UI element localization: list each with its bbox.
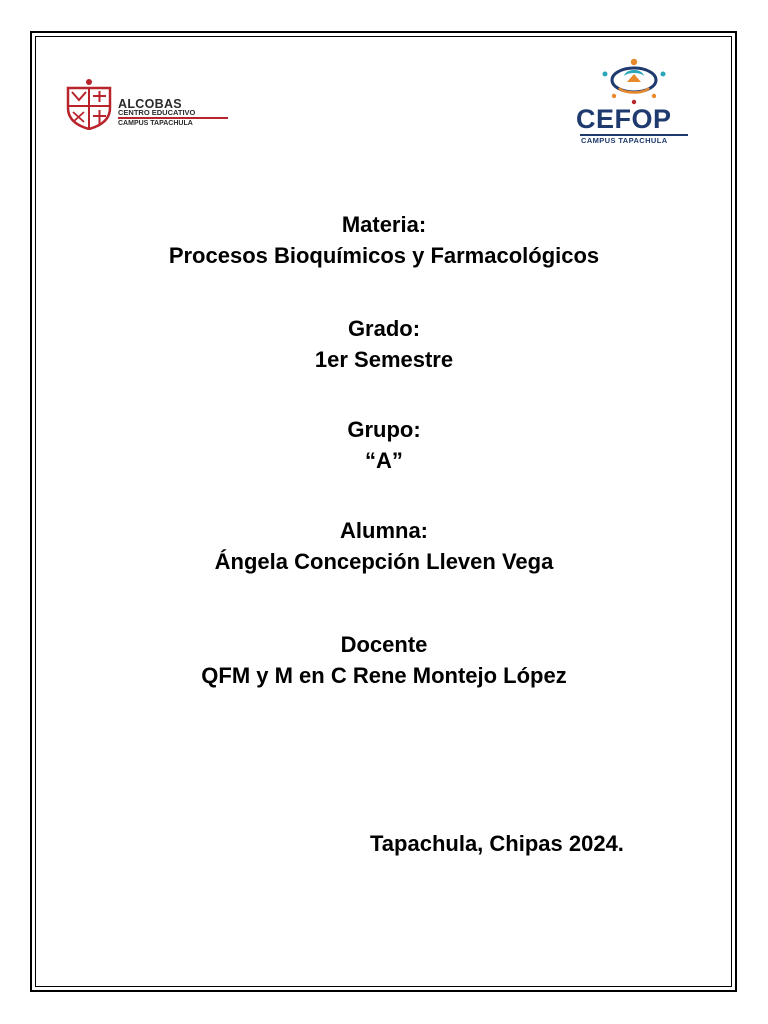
- alumna-label: Alumna:: [340, 518, 428, 543]
- section-grado: [36, 313, 732, 375]
- docente-value: QFM y M en C Rene Montejo López: [201, 663, 567, 688]
- cefop-emblem-icon: [574, 58, 694, 108]
- alcobas-logo-name: ALCOBAS: [118, 97, 182, 111]
- section-grupo: [36, 414, 732, 476]
- cefop-logo-campus: CAMPUS TAPACHULA: [581, 136, 668, 145]
- place-date: Tapachula, Chipas 2024.: [370, 831, 624, 856]
- cefop-logo: [574, 58, 694, 148]
- alcobas-logo: [64, 78, 244, 130]
- docente-label: Docente: [340, 632, 428, 657]
- grupo-value: “A”: [365, 448, 403, 473]
- materia-label: Materia:: [341, 212, 427, 237]
- grado-label: Grado:: [347, 316, 421, 341]
- alcobas-divider: [118, 117, 228, 119]
- section-docente: [36, 629, 732, 691]
- grupo-label: Grupo:: [347, 417, 421, 442]
- section-alumna: [36, 515, 732, 577]
- materia-value: Procesos Bioquímicos y Farmacológicos: [168, 243, 600, 268]
- grado-value: 1er Semestre: [314, 347, 454, 372]
- alcobas-logo-campus: CAMPUS TAPACHULA: [118, 120, 193, 127]
- alcobas-logo-subtitle: CENTRO EDUCATIVO: [118, 108, 196, 117]
- cefop-logo-name: CEFOP: [576, 104, 672, 134]
- alcobas-shield-icon: [64, 78, 114, 130]
- section-materia: [36, 209, 732, 271]
- alumna-value: Ángela Concepción Lleven Vega: [214, 549, 554, 574]
